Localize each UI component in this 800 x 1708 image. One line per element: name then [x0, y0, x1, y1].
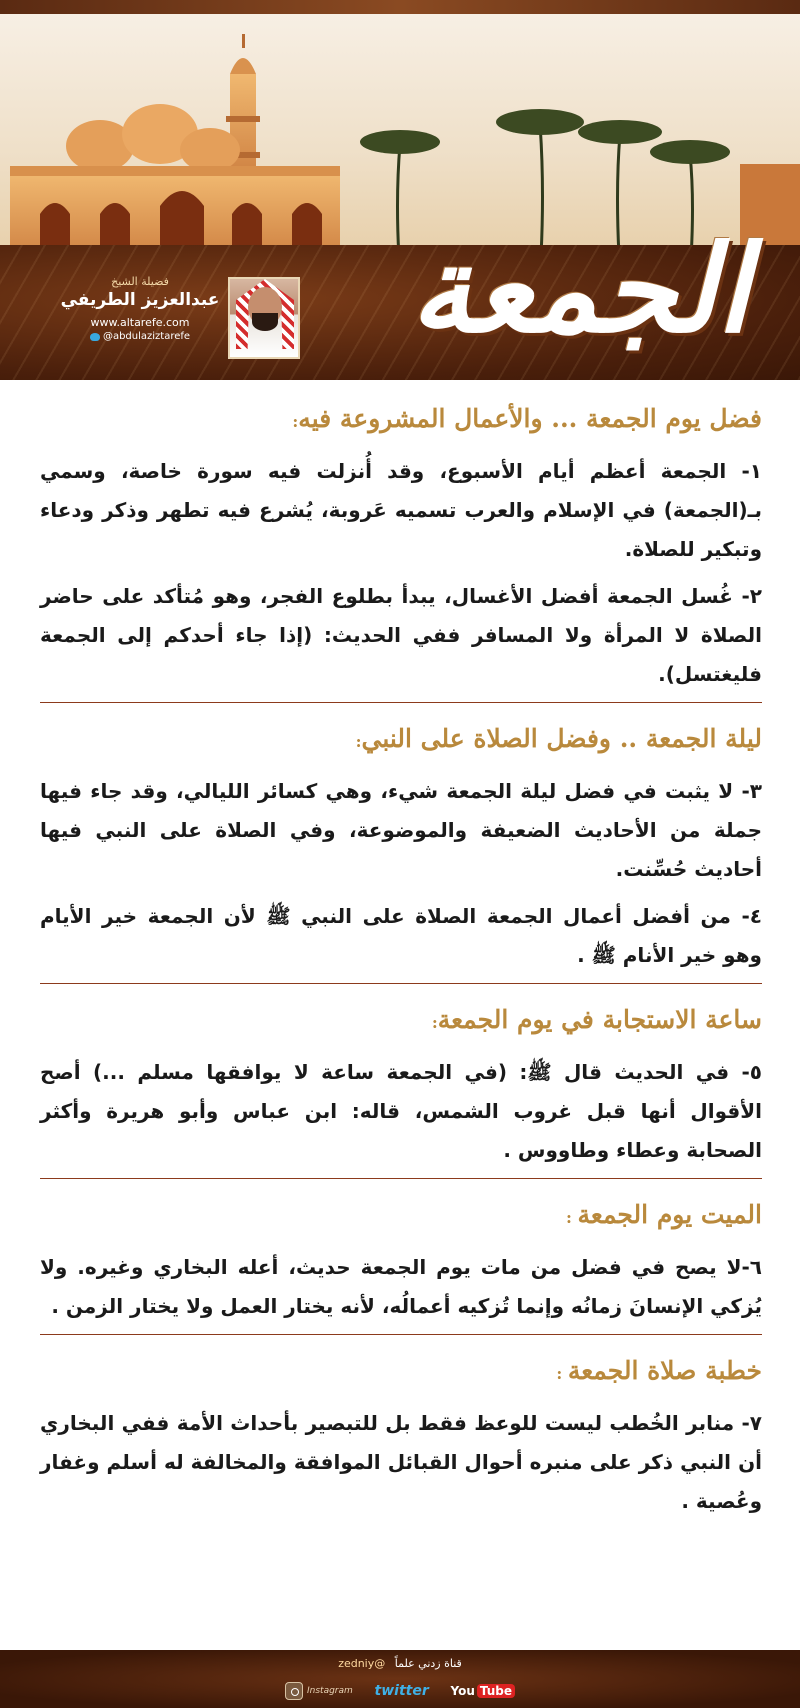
- twitter-label: twitter: [374, 1683, 429, 1699]
- website-link[interactable]: www.altarefe.com: [90, 316, 190, 329]
- paragraph: ٣- لا يثبت في فضل ليلة الجمعة شيء، وهي كسائر الليالي، وقد جاء فيها جملة من الأحاديث الضعيفة والموضوعة، وفي الصلاة على النبي فيها أحاديث حُسِّنت.: [40, 779, 762, 881]
- twitter-handle-row[interactable]: [60, 331, 220, 342]
- twitter-bird-icon: [90, 333, 100, 341]
- page-title: الجمعة: [410, 219, 750, 360]
- instagram-icon: [285, 1682, 303, 1700]
- section-divider: [40, 1334, 762, 1335]
- youtube-you: You: [450, 1684, 475, 1698]
- beard-shape: [252, 313, 278, 331]
- channel-credit: [0, 1657, 800, 1670]
- twitter-link[interactable]: [375, 1683, 429, 1699]
- channel-handle[interactable]: @zedniy: [338, 1657, 386, 1670]
- paragraph: ٦-لا يصح في فضل من مات يوم الجمعة حديث، أعله البخاري وغيره. ولا يُزكي الإنسانَ زمانُه وإنما تُزكيه أعمالُه، لأنه يختار العمل ولا يختار الزمن .: [40, 1255, 762, 1318]
- sheikh-portrait: [228, 277, 300, 359]
- social-links: [285, 1681, 515, 1701]
- youtube-tube: Tube: [477, 1684, 515, 1698]
- section-friday-virtue: [40, 395, 762, 694]
- section-title: ليلة الجمعة .. وفضل الصلاة على النبي:: [355, 724, 762, 753]
- instagram-label: Instagram: [307, 1686, 353, 1696]
- section-title: خطبة صلاة الجمعة :: [556, 1356, 762, 1385]
- paragraph: ٤- من أفضل أعمال الجمعة الصلاة على النبي ﷺ لأن الجمعة خير الأيام وهو خير الأنام ﷺ .: [40, 904, 762, 967]
- section-divider: [40, 1178, 762, 1179]
- section-divider: [40, 983, 762, 984]
- footer-band: [0, 1650, 800, 1708]
- mosque-illustration: [0, 34, 360, 260]
- paragraph: ٢- غُسل الجمعة أفضل الأغسال، يبدأ بطلوع الفجر، وهو مُتأكد على حاضر الصلاة لا المرأة ولا المسافر ففي الحديث: (إذا جاء أحدكم إلى الجمعة فليغتسل).: [40, 584, 762, 686]
- section-answer-hour: [40, 996, 762, 1170]
- channel-label: قناة زدني علماً: [394, 1657, 462, 1670]
- sheikh-title: فضيلة الشيخ: [111, 275, 169, 288]
- content-area: [40, 395, 762, 1529]
- top-strip: [0, 0, 800, 14]
- section-friday-night: [40, 715, 762, 975]
- instagram-link[interactable]: [285, 1682, 353, 1700]
- sheikh-info: [60, 275, 220, 342]
- paragraph: ٥- في الحديث قال ﷺ: (في الجمعة ساعة لا يوافقها مسلم ...) أصح الأقوال أنها قبل غروب الشمس، قاله: ابن عباس وأبو هريرة وأكثر الصحابة وعطاء وطاووس .: [40, 1060, 762, 1162]
- sheikh-name: عبدالعزيز الطريفي: [60, 290, 220, 310]
- twitter-handle: @abdulaziztarefe: [102, 331, 191, 342]
- paragraph: ١- الجمعة أعظم أيام الأسبوع، وقد أُنزلت فيه سورة خاصة، وسمي بـ(الجمعة) في الإسلام والعرب تسميه عَروبة، يُشرع فيه تطهر وذكر ودعاء وتبكير للصلاة.: [40, 459, 762, 561]
- youtube-link[interactable]: [450, 1684, 515, 1698]
- section-title: الميت يوم الجمعة :: [566, 1200, 762, 1229]
- section-friday-sermon: [40, 1347, 762, 1521]
- section-divider: [40, 702, 762, 703]
- section-title: ساعة الاستجابة في يوم الجمعة:: [431, 1005, 762, 1034]
- paragraph: ٧- منابر الخُطب ليست للوعظ فقط بل للتبصير بأحداث الأمة ففي البخاري أن النبي ذكر على منبره أحوال القبائل الموافقة والمخالفة له أسلم وغفار وعُصية .: [40, 1411, 762, 1513]
- section-death-friday: [40, 1191, 762, 1326]
- section-title: فضل يوم الجمعة ... والأعمال المشروعة فيه:: [292, 404, 762, 433]
